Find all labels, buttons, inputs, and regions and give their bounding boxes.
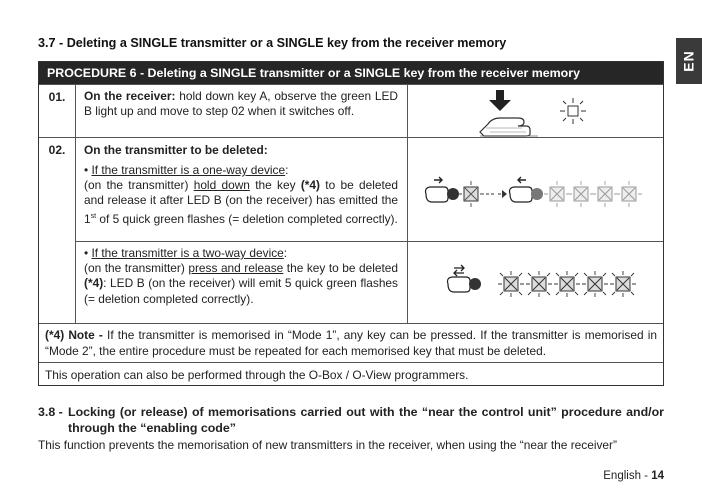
step-number: 01. — [39, 85, 76, 138]
procedure-note — [39, 323, 663, 363]
press-release-text: press and release — [188, 261, 284, 276]
colon: : — [285, 163, 289, 177]
led-blink-icon — [560, 98, 586, 124]
finger-press-icon — [478, 88, 558, 138]
key-ref: (*4) — [84, 276, 104, 291]
language-tab-label: EN — [680, 50, 697, 72]
text: : LED B (on the receiver) will emit 5 quick green flashes (= deletion completed correctly). — [84, 276, 398, 306]
text: the key — [249, 178, 301, 193]
text: (on the transmitter) — [84, 178, 194, 193]
two-way-subrow — [76, 241, 663, 324]
note-body: If the transmitter is memorised in “Mode 1”, any key can be pressed. If the transmitter is memorised in “Mode 2”, the entire procedure must be repeated for each memorised key that must be deleted. — [45, 328, 657, 358]
footer-language: English - — [603, 470, 652, 482]
procedure-title: PROCEDURE 6 - Deleting a SINGLE transmitter or a SINGLE key from the receiver memory — [39, 62, 663, 84]
one-way-illustration — [407, 138, 663, 241]
procedure-step-02 — [39, 137, 663, 324]
colon: : — [283, 246, 288, 260]
page-number: 14 — [651, 470, 664, 482]
one-way-instructions — [84, 163, 398, 227]
step-illustration — [407, 85, 663, 138]
step-heading-text: On the transmitter to be deleted: — [84, 143, 268, 157]
two-way-instructions — [84, 246, 398, 307]
superscript: st — [90, 212, 97, 220]
procedure-box — [38, 61, 664, 386]
bullet: • — [84, 246, 92, 260]
note-label: (*4) Note - — [45, 328, 103, 342]
hold-down-text: hold down — [193, 178, 250, 193]
section-3-8-paragraph: This function prevents the memorisation of new transmitters in the receiver, when using the “near the receiver” — [38, 438, 617, 452]
remote-oneway-icon — [426, 177, 460, 202]
arrow-icon — [486, 190, 507, 198]
obox-text: This operation can also be performed through the O-Box / O-View programmers. — [45, 368, 469, 382]
section-title: Locking (or release) of memorisations carried out with the “near the control unit” procedure and/or through the “enabling code” — [68, 405, 664, 435]
step-body: hold down key A, observe the green LED B light up and move to step 02 when it switches off. — [84, 89, 399, 119]
text: of 5 quick green flashes (= deletion completed correctly). — [96, 211, 398, 226]
two-way-sequence-illustration — [444, 264, 664, 304]
section-heading-3-7: 3.7 - Deleting a SINGLE transmitter or a SINGLE key from the receiver memory — [38, 36, 507, 50]
procedure-step-01 — [39, 84, 663, 138]
bullet: • — [84, 163, 92, 177]
language-tab — [676, 38, 702, 84]
one-way-condition: If the transmitter is a one-way device — [91, 163, 286, 177]
page-footer — [603, 470, 664, 482]
two-way-illustration — [407, 242, 663, 324]
step-heading — [84, 143, 398, 158]
section-number: 3.8 - — [38, 405, 63, 419]
section-heading-3-8 — [38, 404, 664, 436]
two-way-condition: If the transmitter is a two-way device — [91, 246, 284, 260]
text: (on the transmitter) — [84, 261, 189, 276]
one-way-sequence-illustration — [422, 174, 662, 214]
note-text — [45, 328, 657, 359]
procedure-obox-note — [39, 362, 663, 387]
remote-twoway-icon — [448, 265, 482, 292]
key-ref: (*4) — [300, 178, 320, 193]
text: to be deleted and release it after LED B (on the receiver) has emitted the 1 — [84, 178, 398, 226]
step-text — [84, 89, 398, 119]
text: the key to be deleted — [283, 261, 398, 276]
step-number: 02. — [39, 138, 76, 324]
step-bold-lead: On the receiver: — [84, 89, 176, 103]
